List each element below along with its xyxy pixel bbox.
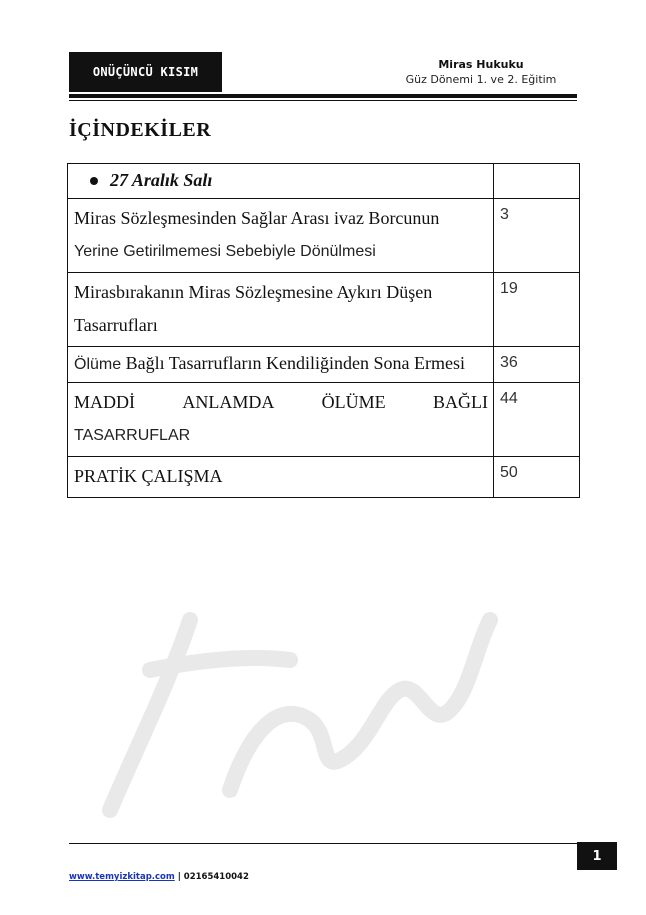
toc-table — [67, 163, 580, 498]
footer-separator: | — [177, 872, 181, 882]
toc-page-number[interactable]: 44 — [494, 383, 580, 457]
toc-entry-title-cont[interactable]: Yerine Getirilmemesi Sebebiyle Dönülmesi — [74, 243, 376, 260]
footer-contact — [69, 872, 249, 882]
toc-entry-title-cont[interactable]: TASARRUFLAR — [74, 427, 191, 444]
section-label: ONÜÇÜNCÜ KISIM — [69, 52, 222, 92]
phone-number: 02165410042 — [183, 872, 249, 882]
toc-entry-title-cont[interactable]: Tasarrufları — [74, 315, 158, 335]
toc-page-number[interactable]: 36 — [494, 347, 580, 383]
toc-row[interactable] — [68, 457, 580, 498]
toc-word: MADDİ — [74, 392, 135, 412]
header-rule-thin — [69, 100, 577, 101]
toc-page-number[interactable]: 3 — [494, 199, 580, 273]
bullet-icon — [90, 177, 98, 185]
toc-entry-title-prefix[interactable]: Ölüme — [74, 356, 122, 373]
toc-heading: İÇİNDEKİLER — [69, 119, 212, 141]
toc-entry-title[interactable] — [74, 386, 488, 419]
toc-date-row — [68, 164, 580, 199]
watermark-signature — [80, 560, 500, 840]
toc-row[interactable] — [68, 347, 580, 383]
toc-date: 27 Aralık Salı — [110, 170, 213, 190]
toc-word: BAĞLI — [432, 392, 488, 412]
course-title: Miras Hukuku — [438, 58, 524, 71]
toc-entry-title[interactable]: Mirasbırakanın Miras Sözleşmesine Aykırı Düşen — [74, 282, 433, 302]
toc-word: ÖLÜME — [321, 392, 386, 412]
course-info — [381, 58, 581, 86]
page-number: 1 — [577, 842, 617, 870]
website-link[interactable]: www.temyizkitap.com — [69, 872, 175, 882]
toc-page-number[interactable]: 50 — [494, 457, 580, 498]
toc-entry-title[interactable]: Miras Sözleşmesinden Sağlar Arası ivaz Borcunun — [74, 208, 440, 228]
toc-row[interactable] — [68, 273, 580, 347]
toc-entry-title[interactable]: Bağlı Tasarrufların Kendiliğinden Sona Ermesi — [121, 353, 465, 373]
header-rule-thick — [69, 94, 577, 98]
footer-rule — [69, 843, 577, 844]
toc-row[interactable] — [68, 383, 580, 457]
toc-entry-title[interactable]: PRATİK ÇALIŞMA — [74, 466, 223, 486]
toc-row[interactable] — [68, 199, 580, 273]
toc-word: ANLAMDA — [182, 392, 275, 412]
toc-page-number[interactable]: 19 — [494, 273, 580, 347]
course-subtitle: Güz Dönemi 1. ve 2. Eğitim — [405, 73, 557, 86]
